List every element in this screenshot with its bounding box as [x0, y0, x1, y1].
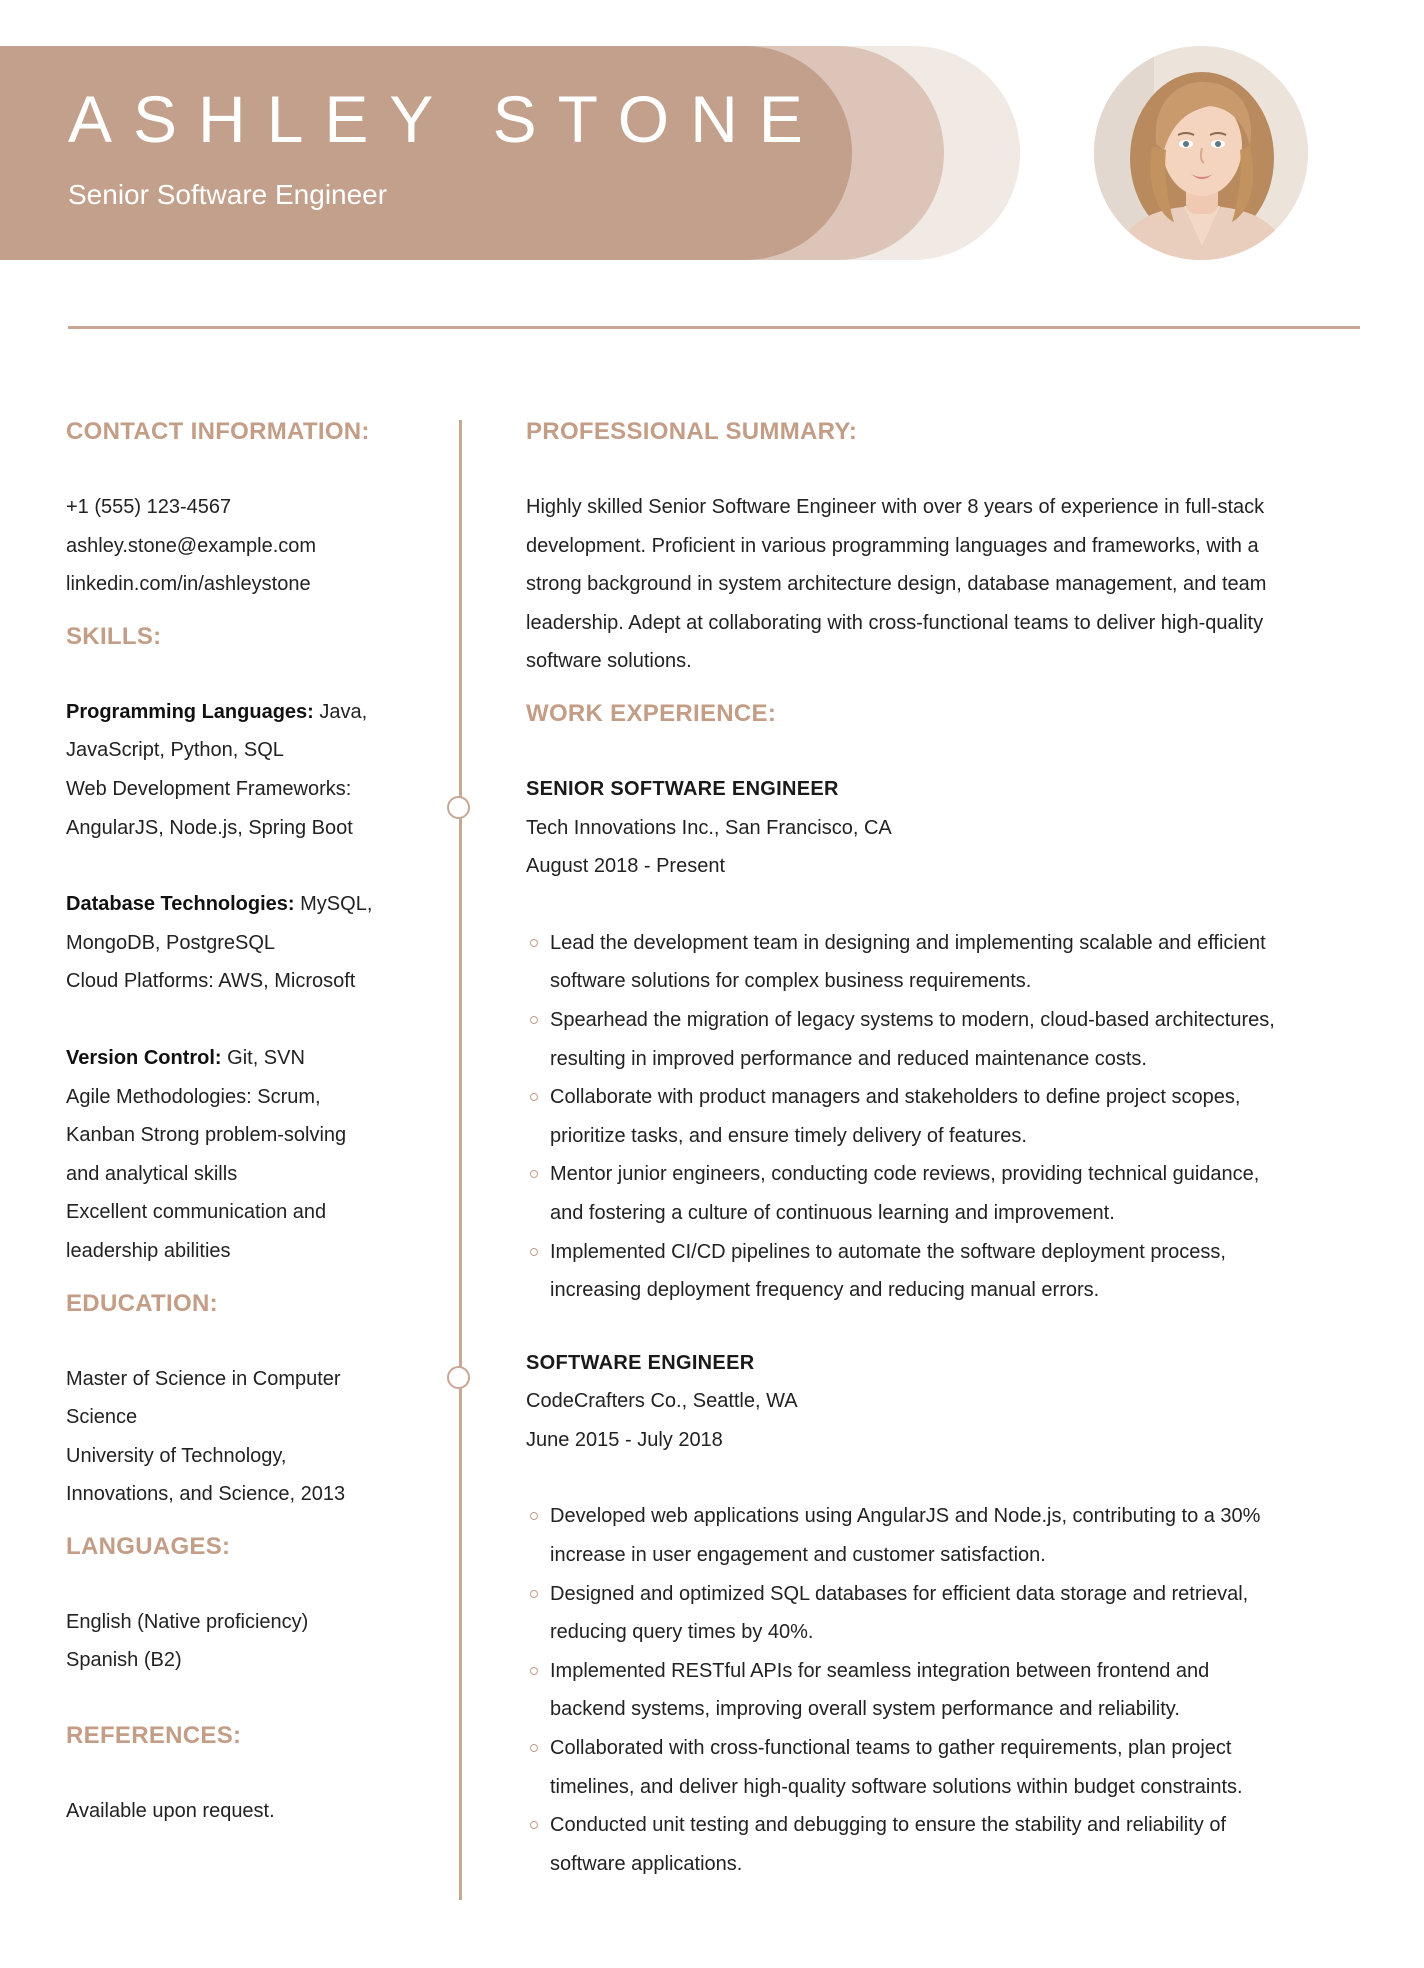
bullet-icon	[530, 1590, 538, 1598]
left-column	[66, 414, 406, 1831]
skill-line: Web Development Frameworks:	[66, 777, 352, 800]
bullet-icon	[530, 1667, 538, 1675]
job-company: CodeCrafters Co., Seattle, WA	[526, 1390, 798, 1413]
skill-line: and analytical skills	[66, 1162, 238, 1185]
skills-block-database	[66, 885, 406, 1001]
education-line: Innovations, and Science, 2013	[66, 1483, 346, 1506]
header-divider	[68, 326, 1360, 329]
skill-line: MongoDB, PostgreSQL	[66, 931, 275, 954]
bullet-icon	[530, 1744, 538, 1752]
job-bullet: Mentor junior engineers, conducting code reviews, providing technical guidance, and fostering a culture of continuous learning and improvement.	[526, 1155, 1356, 1232]
skill-line: Excellent communication and	[66, 1201, 327, 1224]
skill-label: Programming Languages:	[66, 700, 314, 723]
bullet-icon	[530, 1821, 538, 1829]
job-bullet: Collaborate with product managers and stakeholders to define project scopes, prioritize tasks, and ensure timely delivery of features.	[526, 1078, 1356, 1155]
job-role: SENIOR SOFTWARE ENGINEER	[526, 777, 839, 800]
contact-linkedin: linkedin.com/in/ashleystone	[66, 573, 311, 596]
skill-label: Database Technologies:	[66, 893, 295, 916]
languages-section	[66, 1529, 406, 1680]
skills-section	[66, 619, 406, 1271]
timeline-line	[459, 420, 462, 1900]
education-line: Science	[66, 1406, 138, 1429]
summary-line: development. Proficient in various programming languages and frameworks, with a	[526, 534, 1259, 557]
portrait-illustration	[1094, 46, 1308, 260]
education-section	[66, 1286, 406, 1514]
references-heading: REFERENCES:	[66, 1722, 242, 1750]
education-line: University of Technology,	[66, 1444, 287, 1467]
experience-heading: WORK EXPERIENCE:	[526, 699, 777, 727]
right-column	[526, 414, 1356, 1883]
bullet-icon	[530, 939, 538, 947]
summary-line: leadership. Adept at collaborating with cross-functional teams to deliver high-quality	[526, 611, 1264, 634]
profile-photo	[1094, 46, 1308, 260]
timeline-node-job-1	[447, 796, 470, 819]
job-bullet: Conducted unit testing and debugging to ensure the stability and reliability of software applications.	[526, 1806, 1356, 1883]
summary-heading: PROFESSIONAL SUMMARY:	[526, 418, 858, 445]
skills-block-programming	[66, 693, 406, 847]
candidate-title: Senior Software Engineer	[68, 179, 388, 210]
contact-phone: +1 (555) 123-4567	[66, 496, 232, 518]
skill-line: Git, SVN	[221, 1046, 305, 1069]
references-section	[66, 1718, 406, 1831]
bullet-icon	[530, 1016, 538, 1024]
summary-section	[526, 414, 1356, 681]
job-bullet: Collaborated with cross-functional teams to gather requirements, plan project timelines, and deliver high-quality software solutions within budget constraints.	[526, 1729, 1356, 1806]
summary-line: Highly skilled Senior Software Engineer with over 8 years of experience in full-stack	[526, 496, 1265, 518]
job-company: Tech Innovations Inc., San Francisco, CA	[526, 816, 892, 839]
language-line: Spanish (B2)	[66, 1649, 182, 1672]
experience-section	[526, 696, 1356, 1883]
skill-line: MySQL,	[294, 893, 373, 916]
skill-line: Java,	[313, 700, 368, 723]
job-bullet: Spearhead the migration of legacy systems to modern, cloud-based architectures, resulting in improved performance and reduced maintenance costs.	[526, 1001, 1356, 1078]
skill-line: Agile Methodologies: Scrum,	[66, 1085, 321, 1108]
job-bullet: Developed web applications using AngularJS and Node.js, contributing to a 30% increase in user engagement and customer satisfaction.	[526, 1497, 1356, 1574]
job-dates: June 2015 - July 2018	[526, 1428, 723, 1451]
skill-line: leadership abilities	[66, 1239, 231, 1262]
skill-line: JavaScript, Python, SQL	[66, 739, 284, 762]
skill-label: Version Control:	[66, 1046, 222, 1069]
job-bullets	[526, 1497, 1356, 1883]
bullet-icon	[530, 1248, 538, 1256]
job-role: SOFTWARE ENGINEER	[526, 1351, 755, 1374]
education-line: Master of Science in Computer	[66, 1367, 341, 1390]
timeline-node-job-2	[447, 1366, 470, 1389]
bullet-icon	[530, 1170, 538, 1178]
candidate-name: ASHLEY STONE	[68, 82, 824, 156]
skills-block-version-control	[66, 1039, 406, 1271]
job-bullet: Lead the development team in designing and implementing scalable and efficient software solutions for complex business requirements.	[526, 924, 1356, 1001]
job-bullet: Designed and optimized SQL databases for efficient data storage and retrieval, reducing query times by 40%.	[526, 1575, 1356, 1652]
contact-email: ashley.stone@example.com	[66, 534, 317, 557]
contact-section	[66, 414, 406, 604]
references-text: Available upon request.	[66, 1800, 275, 1823]
job-entry	[526, 1344, 1356, 1884]
summary-line: software solutions.	[526, 650, 692, 673]
job-bullet: Implemented RESTful APIs for seamless integration between frontend and backend systems, improving overall system performance and reliability.	[526, 1652, 1356, 1729]
job-dates: August 2018 - Present	[526, 855, 726, 878]
job-bullet: Implemented CI/CD pipelines to automate the software deployment process, increasing deployment frequency and reducing manual errors.	[526, 1233, 1356, 1310]
job-entry	[526, 770, 1356, 1310]
skill-line: Cloud Platforms: AWS, Microsoft	[66, 970, 356, 993]
summary-line: strong background in system architecture design, database management, and team	[526, 573, 1267, 596]
education-heading: EDUCATION:	[66, 1289, 218, 1317]
contact-heading: CONTACT INFORMATION:	[66, 418, 370, 445]
job-bullets	[526, 924, 1356, 1310]
languages-heading: LANGUAGES:	[66, 1532, 231, 1560]
bullet-icon	[530, 1093, 538, 1101]
skill-line: AngularJS, Node.js, Spring Boot	[66, 816, 353, 839]
skill-line: Kanban Strong problem-solving	[66, 1124, 347, 1147]
language-line: English (Native proficiency)	[66, 1610, 309, 1633]
skills-heading: SKILLS:	[66, 622, 162, 650]
bullet-icon	[530, 1512, 538, 1520]
